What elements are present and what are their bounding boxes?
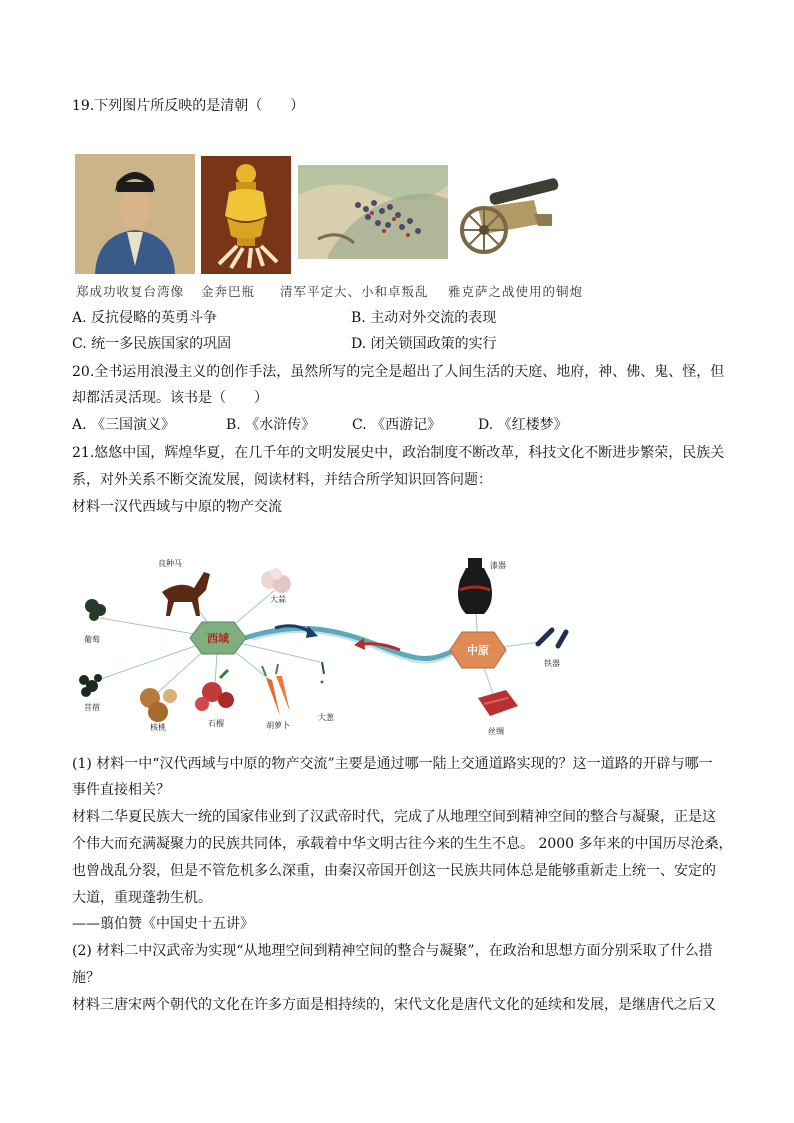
- caption-battle: 清军平定大、小和卓叛乱: [280, 284, 429, 299]
- carrot-icon: [262, 664, 290, 716]
- q20-stem-line2: 却都活灵活现。该书是（ ）: [72, 390, 268, 406]
- material2-line2: 个伟大而充满凝聚力的民族共同体，承载着中华文明古往今来的生生不息。 2000 多年来的中国历尽沧桑，: [72, 836, 733, 852]
- grape-icon: [85, 599, 106, 621]
- battle-painting-image: [298, 165, 448, 259]
- label-silk: 丝绸: [488, 727, 504, 736]
- caption-urn: 金奔巴瓶: [201, 284, 256, 299]
- label-alfalfa: 苜蓿: [84, 703, 100, 712]
- material3-line1: 材料三唐宋两个朝代的文化在许多方面是相持续的，宋代文化是唐代文化的延续和发展，是继唐代之后又: [72, 997, 716, 1013]
- label-scallion: 大葱: [318, 713, 334, 722]
- q19-option-c: C. 统一多民族国家的巩固: [72, 336, 232, 352]
- material2-source: ——翦伯赞《中国史十五讲》: [72, 916, 254, 932]
- iron-tools-icon: [538, 630, 566, 646]
- label-pomegranate: 石榴: [208, 719, 224, 728]
- west-label: 西域: [207, 632, 229, 645]
- q21-stem-line1: 21.悠悠中国，辉煌华夏，在几千年的文明发展史中，政治制度不断改革，科技文化不断进步繁荣，民族关: [72, 445, 725, 461]
- trade-diagram: [70, 550, 590, 740]
- central-label: 中原: [467, 644, 489, 657]
- label-lacquer: 漆器: [490, 561, 506, 570]
- q21-stem-line2: 系，对外关系不断交流发展，阅读材料，并结合所学知识回答问题：: [72, 472, 492, 488]
- q19-stem: 19.下列图片所反映的是清朝（ ）: [72, 98, 305, 114]
- route-line: [245, 628, 455, 658]
- label-walnut: 核桃: [150, 723, 166, 732]
- sub1-line2: 事件直接相关？: [72, 782, 170, 798]
- q19-option-d: D. 闭关锁国政策的实行: [351, 336, 497, 352]
- label-garlic: 大蒜: [270, 595, 286, 604]
- material2-line3: 也曾战乱分裂，但是不管危机多么深重，由秦汉帝国开创这一民族共同体总是能够重新走上统一、安定的: [72, 863, 716, 879]
- sub1-line1: (1) 材料一中“汉代西域与中原的物产交流”主要是通过哪一陆上交通道路实现的？这一道路的开辟与哪一: [72, 756, 713, 772]
- horse-icon: [162, 572, 210, 616]
- portrait-image: [75, 154, 195, 274]
- bronze-cannon-image: [460, 174, 562, 258]
- label-carrot: 胡萝卜: [266, 721, 290, 730]
- q20-stem-line1: 20.全书运用浪漫主义的创作手法，虽然所写的完全是超出了人间生活的天庭、地府，神、佛、鬼、怪，但: [72, 364, 725, 380]
- q19-option-b: B. 主动对外交流的表现: [351, 310, 497, 326]
- walnut-icon: [140, 688, 177, 722]
- sub2-line2: 施？: [72, 970, 100, 986]
- q20-option-c: C. 《西游记》: [352, 417, 442, 433]
- golden-urn-image: [201, 156, 291, 274]
- alfalfa-icon: [79, 674, 102, 697]
- caption-cannon: 雅克萨之战使用的铜炮: [448, 284, 584, 299]
- label-iron: 铁器: [544, 659, 560, 668]
- q19-option-a: A. 反抗侵略的英勇斗争: [72, 310, 218, 326]
- q20-option-d: D. 《红楼梦》: [478, 417, 568, 433]
- material1-title: 材料一汉代西域与中原的物产交流: [72, 499, 282, 515]
- material2-line1: 材料二华夏民族大一统的国家伟业到了汉武帝时代，完成了从地理空间到精神空间的整合与凝聚，正是这: [72, 809, 716, 825]
- garlic-icon: [261, 568, 291, 593]
- lacquer-vase-icon: [458, 558, 492, 614]
- label-horse: 良种马: [158, 559, 182, 568]
- sub2-line1: (2) 材料二中汉武帝为实现“从地理空间到精神空间的整合与凝聚”，在政治和思想方面分别采取了什么措: [72, 943, 713, 959]
- caption-portrait: 郑成功收复台湾像: [76, 284, 185, 299]
- material2-line4: 大道，重现蓬勃生机。: [72, 890, 212, 906]
- pomegranate-icon: [195, 670, 234, 711]
- q20-option-b: B. 《水浒传》: [226, 417, 316, 433]
- silk-icon: [478, 690, 518, 716]
- scallion-icon: [321, 662, 325, 684]
- q20-option-a: A. 《三国演义》: [72, 417, 176, 433]
- label-grape: 葡萄: [84, 635, 100, 644]
